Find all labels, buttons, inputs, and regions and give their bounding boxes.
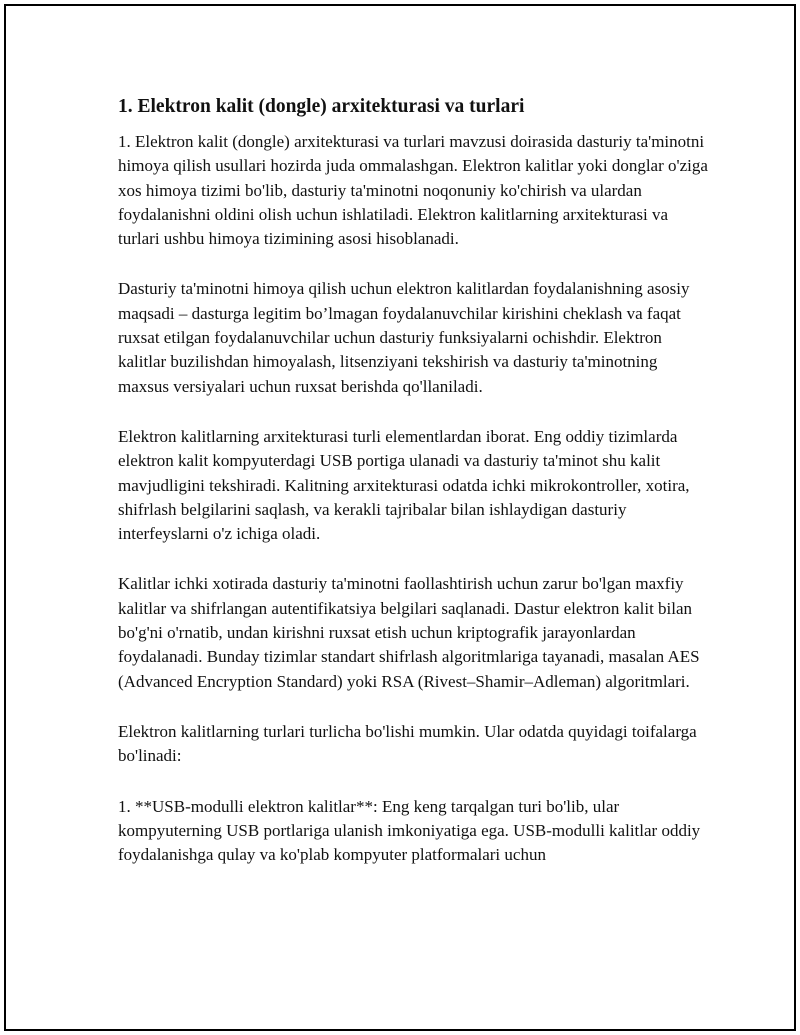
paragraph-usb-keys: 1. **USB-modulli elektron kalitlar**: Eng keng tarqalgan turi bo'lib, ular kompyuterning USB portlariga ulanish imkoniyatiga ega. USB-modulli kalitlar oddiy foydalanishga qulay va ko'plab kompyuter platformalari uchun	[118, 796, 701, 865]
document-title: 1. Elektron kalit (dongle) arxitekturasi va turlari	[118, 96, 525, 117]
paragraph-memory: Kalitlar ichki xotirada dasturiy ta'minotni faollashtirish uchun zarur bo'lgan maxfiy kalitlar va shifrlangan autentifikatsiya belgilari saqlanadi. Dastur elektron kalit bilan bo'g'ni o'rnatib, undan kirishni ruxsat etish uchun kriptografik jarayonlardan foydalanadi. Bunday tizimlar standart shifrlash algoritmlariga tayanadi, masalan AES (Advanced Encryption Standard) yoki RSA (Rivest–Shamir–Adleman) algoritmlari.	[118, 574, 700, 691]
paragraph-purpose: Dasturiy ta'minotni himoya qilish uchun elektron kalitlardan foydalanishning asosiy maqsadi – dasturga legitim bo’lmagan foydalanuvchilar kirishini cheklash va faqat ruxsat etilgan foydalanuvchilar uchun dasturiy funksiyalarni ochishdir. Elektron kalitlar buzilishdan himoyalash, litsenziyani tekshirish va dasturiy ta'minotning maxsus versiyalari uchun ruxsat berishda qo'llaniladi.	[118, 279, 690, 396]
paragraph-intro: 1. Elektron kalit (dongle) arxitekturasi va turlari mavzusi doirasida dasturiy ta'minotni himoya qilish usullari hozirda juda ommalashgan. Elektron kalitlar yoki donglar o'ziga xos himoya tizimi bo'lib, dasturiy ta'minotni noqonuniy ko'chirish va ulardan foydalanishni oldini olish uchun ishlatiladi. Elektron kalitlarning arxitekturasi va turlari ushbu himoya tizimining asosi hisoblanadi.	[118, 132, 708, 249]
paragraph-architecture: Elektron kalitlarning arxitekturasi turli elementlardan iborat. Eng oddiy tizimlarda elektron kalit kompyuterdagi USB portiga ulanadi va dasturiy ta'minot shu kalit mavjudligini tekshiradi. Kalitning arxitekturasi odatda ichki mikrokontroller, xotira, shifrlash belgilarini saqlash, va kerakli tajribalar bilan ishlaydigan dasturiy interfeyslarni o'z ichiga oladi.	[118, 426, 690, 544]
document-body	[118, 92, 708, 893]
paragraph-types: Elektron kalitlarning turlari turlicha bo'lishi mumkin. Ular odatda quyidagi toifalarga bo'linadi:	[118, 721, 697, 766]
